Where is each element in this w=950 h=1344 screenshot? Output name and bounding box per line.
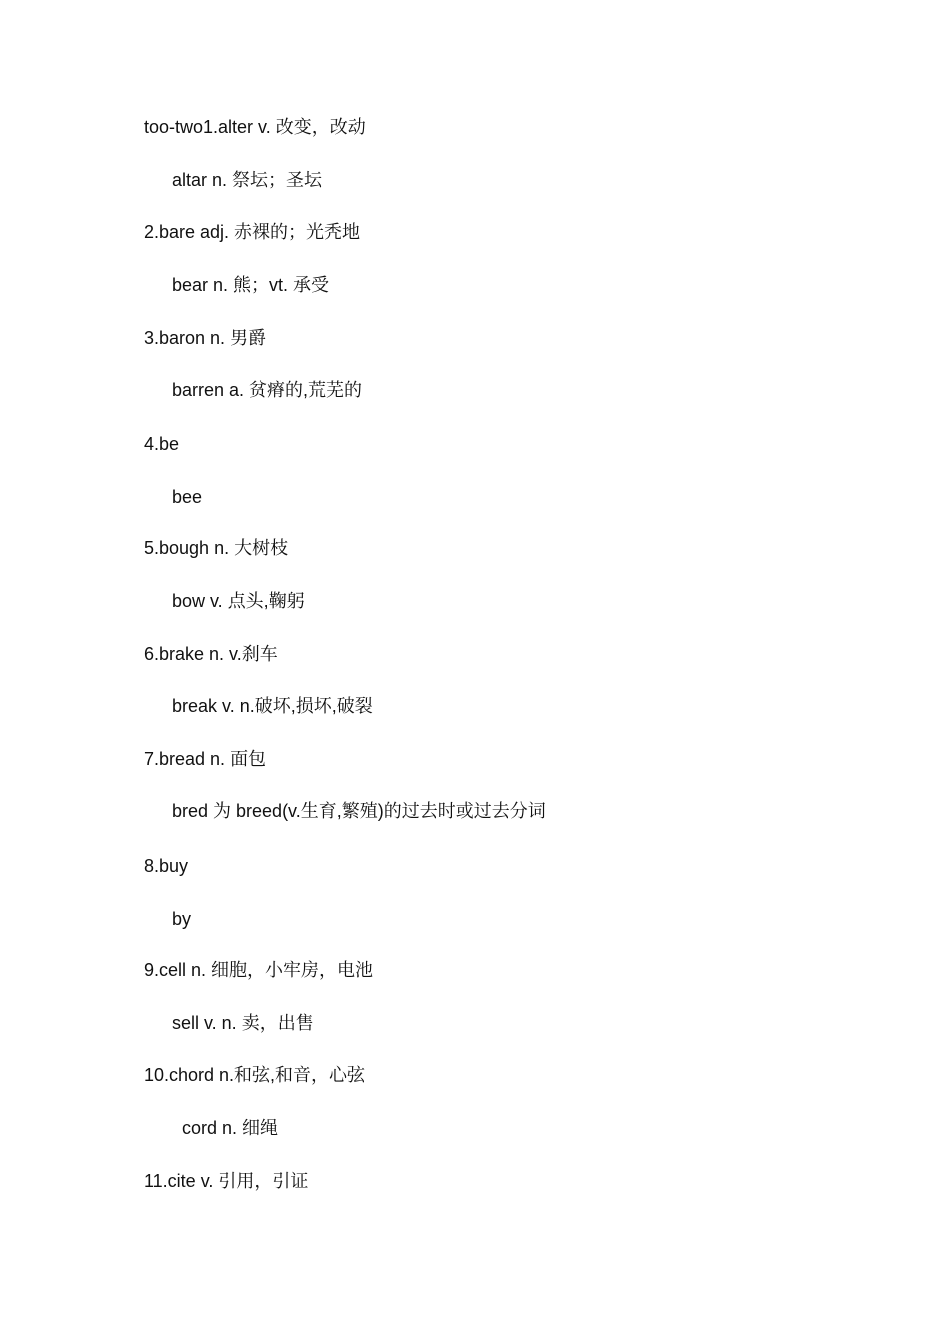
entry-line: 10.chord n.和弦,和音，心弦 xyxy=(144,1065,366,1085)
entry-line: 3.baron n. 男爵 xyxy=(144,328,267,348)
entry-line: sell v. n. 卖，出售 xyxy=(172,1013,314,1033)
entry-line: cord n. 细绳 xyxy=(182,1118,279,1138)
entry-line: 8.buy xyxy=(144,856,189,876)
entry-line: barren a. 贫瘠的,荒芜的 xyxy=(172,380,363,400)
entry-line: bee xyxy=(172,487,203,507)
entry-line: bear n. 熊；vt. 承受 xyxy=(172,275,330,295)
entry-line: bred 为 breed(v.生育,繁殖)的过去时或过去分词 xyxy=(172,801,546,821)
entry-line: too-two1.alter v. 改变，改动 xyxy=(144,117,366,137)
entry-line: break v. n.破坏,损坏,破裂 xyxy=(172,696,373,716)
entry-line: 2.bare adj. 赤裸的；光秃地 xyxy=(144,222,361,242)
entry-line: 9.cell n. 细胞，小牢房，电池 xyxy=(144,960,374,980)
entry-line: by xyxy=(172,909,192,929)
entry-line: bow v. 点头,鞠躬 xyxy=(172,591,305,611)
entry-line: altar n. 祭坛；圣坛 xyxy=(172,170,323,190)
entry-line: 4.be xyxy=(144,434,180,454)
entry-line: 5.bough n. 大树枝 xyxy=(144,538,289,558)
entry-line: 11.cite v. 引用，引证 xyxy=(144,1171,309,1191)
entry-line: 6.brake n. v.刹车 xyxy=(144,644,278,664)
entry-line: 7.bread n. 面包 xyxy=(144,749,267,769)
